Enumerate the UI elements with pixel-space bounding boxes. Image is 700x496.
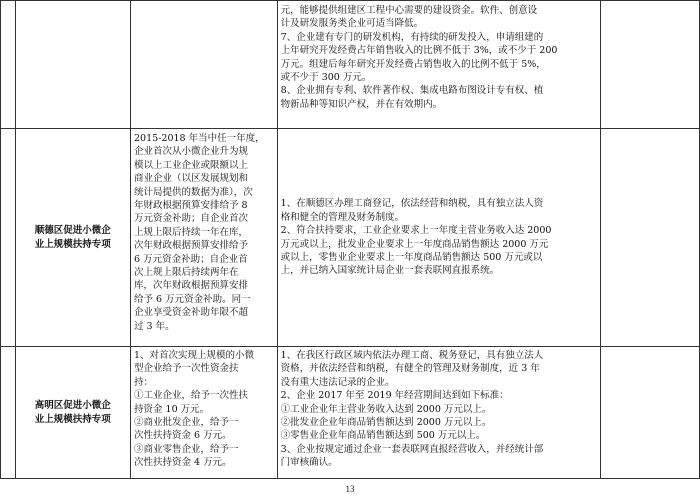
support-line: 统计局提供的数据为准），次 bbox=[134, 186, 253, 198]
condition-line: 2、符合扶持要求，工业企业要求上一年度主营业务收入达 2000 bbox=[280, 225, 552, 237]
condition-line: 2、企业 2017 年至 2019 年经营期间达到如下标准： bbox=[280, 390, 509, 402]
support-line: 过 3 年。 bbox=[134, 320, 175, 332]
table-row bbox=[1, 347, 700, 479]
project-name-line: 高明区促进小微企 bbox=[34, 400, 111, 412]
table-row bbox=[1, 129, 700, 347]
table-row bbox=[1, 1, 700, 129]
condition-line: ①工业企业年主营业务收入达到 2000 万元以上。 bbox=[280, 403, 492, 415]
condition-line: 8、企业拥有专利、软件著作权、集成电路布图设计专有权、植 bbox=[280, 85, 544, 97]
condition-line: 格和健全的管理及财务制度。 bbox=[280, 211, 405, 223]
condition-line: 万元。组建后每年研究开发经费占销售收入的比例不低于 5%， bbox=[280, 58, 546, 70]
condition-line: ③零售业企业年商品销售额达到 500 万元以上。 bbox=[280, 430, 486, 442]
condition-line: 上，并已纳入国家统计局企业一套表联网直报系统。 bbox=[280, 265, 500, 277]
project-name-line: 业上规模扶持专项 bbox=[34, 413, 111, 425]
support-line: 型企业给予一次性资金扶 bbox=[134, 363, 239, 375]
condition-line: ②批发业企业年商品销售额达到 2000 万元以上。 bbox=[280, 417, 492, 429]
support-line: 次上规上限后持续两年在 bbox=[134, 267, 239, 279]
support-line: 6 万元资金补助；自企业首 bbox=[134, 253, 248, 265]
conditions-cell bbox=[277, 1, 600, 129]
support-cell bbox=[131, 1, 278, 129]
condition-line: 7、企业建有专门的研发机构，有持续的研发投入，申请组建的 bbox=[280, 31, 544, 43]
support-line: 持资金 10 万元。 bbox=[134, 403, 210, 415]
support-line: 上规上限后持续一年在库， bbox=[134, 226, 249, 238]
condition-line: 元，能够提供组建区工程中心需要的建设资金。软件、创意设 bbox=[280, 5, 538, 16]
condition-line: 万元或以上，批发业企业要求上一年度商品销售额达 2000 万元 bbox=[280, 238, 549, 250]
condition-line: 资格，并依法经营和纳税，有健全的管理及财务制度，近 3 年 bbox=[280, 363, 540, 375]
support-line: 1、对首次实现上规模的小微 bbox=[134, 350, 255, 361]
support-line: 库，次年财政根据预算安排 bbox=[134, 280, 249, 292]
conditions-cell bbox=[277, 347, 600, 479]
support-line: 次年财政根据预算安排给予 bbox=[134, 240, 249, 252]
remarks-cell bbox=[601, 1, 700, 129]
condition-line: 计及研发服务类企业可适当降低。 bbox=[280, 18, 424, 30]
condition-line: 或不少于 300 万元。 bbox=[280, 72, 372, 84]
condition-line: 1、在我区行政区域内依法办理工商、税务登记，具有独立法人 bbox=[280, 350, 544, 361]
remarks-cell bbox=[601, 347, 700, 479]
row-number-cell bbox=[1, 347, 16, 479]
page-number: 13 bbox=[345, 484, 355, 494]
support-line: 次性扶持资金 6 万元。 bbox=[134, 430, 232, 442]
condition-line: 1、在顺德区办理工商登记，依法经营和纳税，具有独立法人资 bbox=[280, 198, 544, 210]
row-number-cell bbox=[1, 1, 16, 129]
condition-line: 上年研究开发经费占年销售收入的比例不低于 3%，或不少于 200 bbox=[280, 45, 558, 57]
row-number-cell bbox=[1, 129, 16, 347]
support-line: 万元资金补助；自企业首次 bbox=[134, 213, 249, 225]
condition-line: 没有重大违法记录的企业。 bbox=[280, 376, 395, 388]
project-name-line: 顺德区促进小微企 bbox=[34, 225, 111, 237]
support-line: ②商业批发企业，给予一 bbox=[134, 417, 239, 429]
support-line: 企业享受资金补助年限不超 bbox=[134, 307, 249, 319]
condition-line: 3、企业按规定通过企业一套表联网直报经营收入，并经统计部 bbox=[280, 443, 544, 455]
project-name-line: 业上规模扶持专项 bbox=[34, 238, 111, 250]
support-line: 2015-2018 年当中任一年度， bbox=[134, 133, 265, 144]
project-name-cell bbox=[15, 347, 130, 479]
support-line: 持： bbox=[134, 376, 154, 388]
support-line: 企业首次从小微企业升为规 bbox=[134, 146, 249, 158]
support-cell bbox=[131, 129, 278, 347]
support-line: ①工业企业，给予一次性扶 bbox=[134, 390, 249, 402]
project-name-cell bbox=[15, 129, 130, 347]
condition-line: 物新品种等知识产权，并在有效期内。 bbox=[280, 98, 443, 110]
remarks-cell bbox=[601, 129, 700, 347]
conditions-cell bbox=[277, 129, 600, 347]
project-name-cell bbox=[15, 1, 130, 129]
support-line: ③商业零售企业，给予一 bbox=[134, 443, 239, 455]
support-line: 商业企业（以区发展规划和 bbox=[134, 173, 249, 185]
condition-line: 或以上，零售业企业要求上一年度商品销售额达 500 万元或以 bbox=[280, 251, 543, 263]
support-line: 次性扶持资金 4 万元。 bbox=[134, 457, 232, 469]
support-line: 给予 6 万元资金补助。同一 bbox=[134, 293, 251, 305]
support-line: 模以上工业企业或限额以上 bbox=[134, 159, 249, 171]
support-line: 年财政根据预算安排给予 8 bbox=[134, 200, 248, 212]
support-cell bbox=[131, 347, 278, 479]
condition-line: 门审核确认。 bbox=[280, 457, 338, 469]
